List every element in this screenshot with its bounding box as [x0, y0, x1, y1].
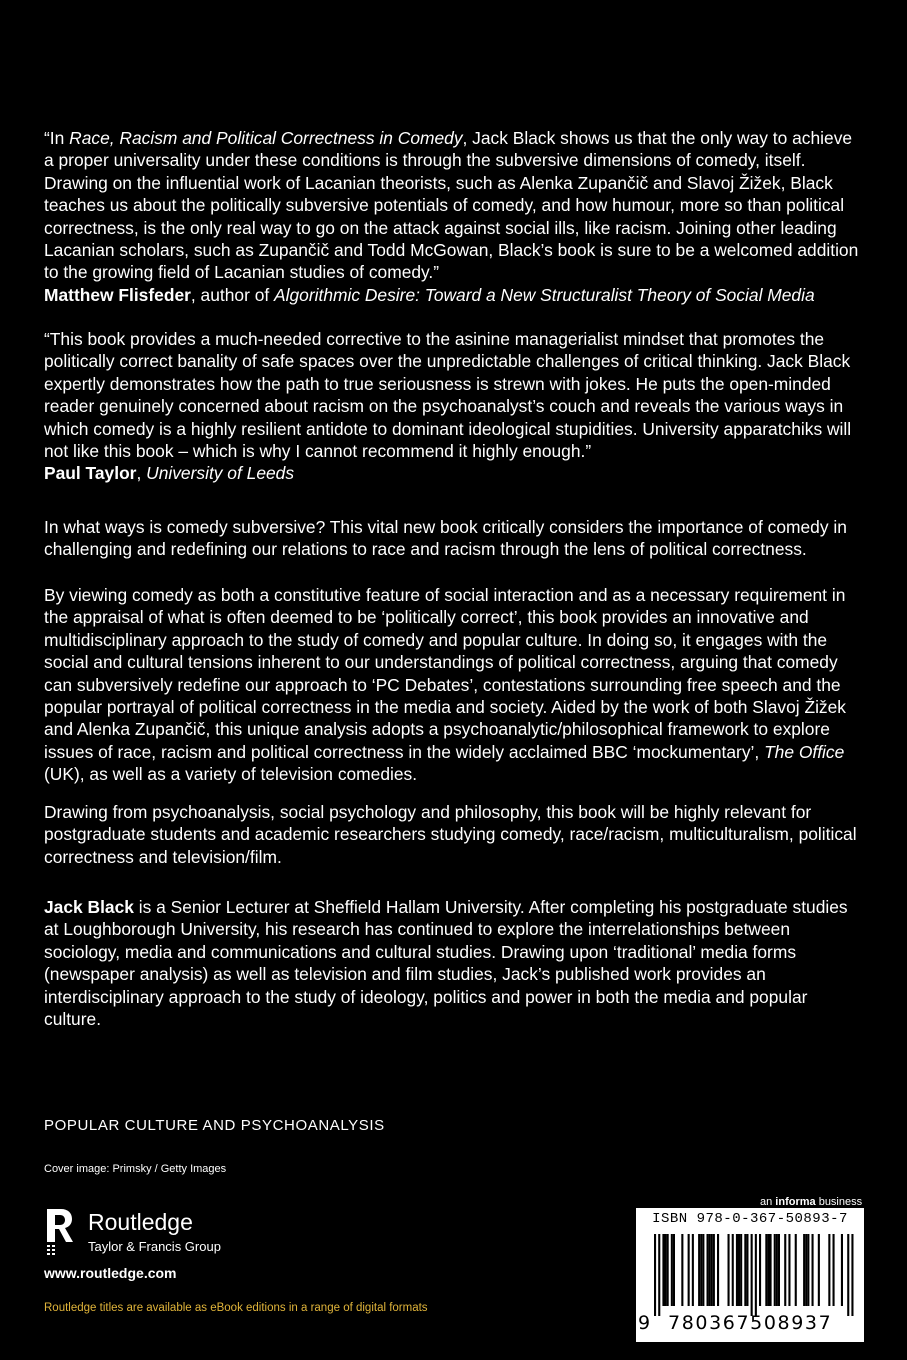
barcode-bar	[698, 1234, 700, 1306]
quote-matthew-flisfeder	[44, 127, 864, 306]
barcode-bar	[702, 1234, 704, 1306]
series-name: POPULAR CULTURE AND PSYCHOANALYSIS	[44, 1117, 385, 1134]
barcode-bar	[738, 1234, 740, 1306]
quote-paul-taylor	[44, 328, 864, 485]
barcode-bar	[751, 1234, 753, 1316]
barcode-bar	[818, 1234, 820, 1306]
barcode-bar	[788, 1234, 790, 1306]
barcode-bar	[841, 1234, 843, 1306]
barcode-bars	[642, 1234, 858, 1316]
publisher-group: Taylor & Francis Group	[88, 1239, 221, 1254]
barcode-bar	[707, 1234, 709, 1306]
barcode-bar	[658, 1234, 660, 1316]
barcode-bar	[803, 1234, 805, 1306]
barcode-bar	[671, 1234, 673, 1306]
barcode-bar	[746, 1234, 748, 1306]
barcode-bar	[700, 1234, 702, 1306]
publisher-logo	[44, 1207, 304, 1257]
author-name: Jack Black	[44, 897, 134, 917]
barcode-bar	[728, 1234, 730, 1306]
barcode-bar	[812, 1234, 814, 1306]
barcode-bar	[709, 1234, 711, 1306]
barcode-bar	[681, 1234, 683, 1306]
barcode-bar	[732, 1234, 734, 1306]
isbn-label: ISBN 978-0-367-50893-7	[652, 1211, 848, 1227]
barcode-bar	[828, 1234, 830, 1306]
ebook-note: Routledge titles are available as eBook editions in a range of digital formats	[44, 1302, 428, 1314]
barcode-bar	[847, 1234, 849, 1316]
barcode-bar	[713, 1234, 715, 1306]
publisher-name: Routledge	[88, 1209, 193, 1235]
barcode-bar	[807, 1234, 809, 1306]
description-para-2: By viewing comedy as both a constitutive feature of social interaction and as a necessary requirement in the appraisal of what is often deemed to be ‘politically correct’, this book provides an innovative and multidisciplinary approach to the study of comedy and popular culture. In doing so, it engages with the social and cultural tensions inherent to our understandings of political correctness, arguing that comedy can subversively redefine our approach to ‘PC Debates’, contestations surrounding free speech and the popular portrayal of political correctness in the media and society. Aided by the work of both Slavoj Žižek and Alenka Zupančič, this unique analysis adopts a psychoanalytic/philosophical framework to explore issues of race, racism and political correctness in the widely acclaimed BBC ‘mockumentary’, The Office (UK), as well as a variety of television comedies.	[44, 585, 846, 785]
cover-credit: Cover image: Primsky / Getty Images	[44, 1163, 227, 1175]
quote-1-source: Algorithmic Desire: Toward a New Structuralist Theory of Social Media	[274, 284, 815, 305]
quote-2-attribution: Paul Taylor, University of Leeds	[44, 463, 295, 484]
routledge-r-icon	[44, 1207, 76, 1257]
the-office-title: The Office	[764, 741, 845, 762]
barcode-bar	[770, 1234, 772, 1306]
barcode-bar	[665, 1234, 667, 1306]
description-para-3: Drawing from psychoanalysis, social psychology and philosophy, this book will be highly relevant for postgraduate students and academic researchers studying comedy, race/racism, multiculturalism, political correctness and television/film.	[44, 802, 857, 867]
barcode-bar	[795, 1234, 797, 1306]
informa-business: an informa business	[760, 1196, 863, 1208]
barcode-bar	[767, 1234, 769, 1306]
barcode-digits: 780367508937	[668, 1312, 833, 1334]
barcode-bar	[740, 1234, 742, 1306]
quote-1-attribution: Matthew Flisfeder, author of Algorithmic Desire: Toward a New Structuralist Theory of Social Media	[44, 284, 815, 305]
barcode-bar	[784, 1234, 786, 1306]
barcode-bar	[692, 1234, 694, 1306]
quote-1-author: Matthew Flisfeder	[44, 284, 191, 305]
barcode-bar	[776, 1234, 778, 1306]
barcode-bar	[755, 1234, 757, 1316]
barcode-bar	[717, 1234, 719, 1306]
barcode-bar	[654, 1234, 656, 1316]
barcode-bar	[851, 1234, 853, 1316]
isbn-barcode	[636, 1208, 864, 1342]
barcode-bar	[667, 1234, 669, 1306]
quote-2-text: “This book provides a much-needed corrective to the asinine managerialist mindset that promotes the politically correct banality of safe spaces over the unpredictable challenges of critical thinking. Jack Black expertly demonstrates how the path to true seriousness is strewn with jokes. He puts the open-minded reader genuinely concerned about racism on the psychoanalyst’s couch and reveals the various ways in which comedy is a highly resilient antidote to dominant ideological stupidities. University apparatchiks will not like this book – which is why I cannot recommend it highly enough.”	[44, 329, 852, 462]
book-title: Race, Racism and Political Correctness in Comedy	[69, 128, 463, 148]
author-bio: Jack Black is a Senior Lecturer at Sheffield Hallam University. After completing his postgraduate studies at Loughborough University, his research has continued to explore the interrelationships between sociology, media and communications and cultural studies. Drawing upon ‘traditional’ media forms (newspaper analysis) as well as television and film studies, Jack’s published work provides an interdisciplinary approach to the study of ideology, politics and power in both the media and popular culture.	[44, 897, 848, 1030]
barcode-bar	[759, 1234, 761, 1306]
barcode-bar	[833, 1234, 835, 1306]
barcode-bar	[688, 1234, 690, 1306]
quote-1-text: “In Race, Racism and Political Correctness in Comedy, Jack Black shows us that the only way to achieve a proper universality under these conditions is through the subversive dimensions of comedy, itself. Drawing on the influential work of Lacanian theorists, such as Alenka Zupančič and Slavoj Žižek, Black teaches us about the politically subversive potentials of comedy, and how humour, more so than political correctness, is the only real way to go on the attack against social ills, like racism. Joining other leading Lacanian scholars, such as Zupančič and Todd McGowan, Black’s book is sure to be a welcomed addition to the growing field of Lacanian studies of comedy.”	[44, 128, 859, 283]
barcode-bar	[805, 1234, 807, 1306]
barcode-bar	[765, 1234, 767, 1306]
barcode-first-digit: 9	[638, 1312, 651, 1334]
barcode-bar	[774, 1234, 776, 1306]
barcode-bar	[778, 1234, 780, 1306]
barcode-bar	[711, 1234, 713, 1306]
barcode-bar	[673, 1234, 675, 1306]
description-para-1: In what ways is comedy subversive? This vital new book critically considers the importance of comedy in challenging and redefining our relations to race and racism through the lens of political correctness.	[44, 517, 847, 560]
barcode-bar	[662, 1234, 664, 1306]
quote-2-affiliation: University of Leeds	[146, 463, 295, 484]
publisher-website[interactable]: www.routledge.com	[44, 1265, 177, 1281]
barcode-bar	[736, 1234, 738, 1306]
quote-2-author: Paul Taylor	[44, 463, 137, 484]
barcode-bar	[744, 1234, 746, 1306]
